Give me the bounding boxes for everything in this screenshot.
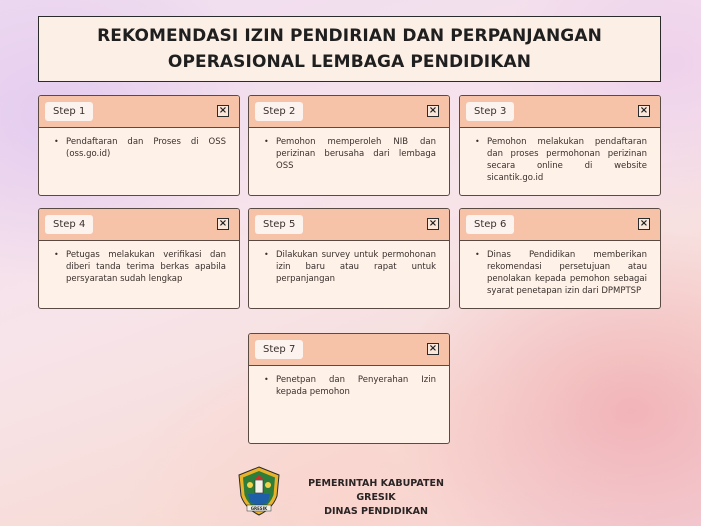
step-card-header <box>39 96 239 128</box>
title-box <box>38 16 661 82</box>
step-card-5 <box>248 208 450 309</box>
step-card-header <box>249 96 449 128</box>
step-card-4 <box>38 208 240 309</box>
step-description <box>54 249 226 285</box>
bullet-icon: • <box>54 137 59 146</box>
step-card-header <box>249 209 449 241</box>
step-description <box>54 136 226 160</box>
step-description <box>264 249 436 285</box>
close-icon[interactable]: × <box>428 218 438 229</box>
step-card-header <box>460 96 660 128</box>
bullet-icon: • <box>264 137 269 146</box>
page-title-line-1: REKOMENDASI IZIN PENDIRIAN DAN PERPANJANGAN <box>97 26 602 46</box>
step-description <box>264 136 436 172</box>
close-icon[interactable]: × <box>218 218 228 229</box>
department-name: DINAS PENDIDIKAN <box>324 506 428 517</box>
step-label: Step 3 <box>466 102 514 121</box>
step-card-3 <box>459 95 661 196</box>
close-icon[interactable]: × <box>639 105 649 116</box>
bullet-icon: • <box>475 137 480 146</box>
step-text: Penetpan dan Penyerahan Izin kepada pemohon <box>276 375 436 397</box>
step-text: Petugas melakukan verifikasi dan diberi tanda terima berkas apabila persyaratan sudah lengkap <box>66 250 226 284</box>
bullet-icon: • <box>475 250 480 259</box>
step-card-2 <box>248 95 450 196</box>
close-icon[interactable]: × <box>428 343 438 354</box>
step-label: Step 7 <box>255 340 303 359</box>
step-label: Step 2 <box>255 102 303 121</box>
close-icon[interactable]: × <box>428 105 438 116</box>
page-title-line-2: OPERASIONAL LEMBAGA PENDIDIKAN <box>167 52 532 72</box>
step-label: Step 5 <box>255 215 303 234</box>
step-label: Step 6 <box>466 215 514 234</box>
step-text: Pemohon melakukan pendaftaran dan proses permohonan perizinan secara online di website sicantik.go.id <box>487 137 647 183</box>
emblem-ribbon-text: GRESIK <box>250 505 268 511</box>
footer-text <box>288 477 464 519</box>
bullet-icon: • <box>264 375 269 384</box>
step-text: Pendaftaran dan Proses di OSS (oss.go.id) <box>66 137 226 159</box>
step-text: Dilakukan survey untuk permohonan izin baru atau rapat untuk perpanjangan <box>276 250 436 284</box>
step-card-header <box>460 209 660 241</box>
step-card-6 <box>459 208 661 309</box>
close-icon[interactable]: × <box>639 218 649 229</box>
step-label: Step 4 <box>45 215 93 234</box>
step-description <box>264 374 436 398</box>
step-text: Dinas Pendidikan memberikan rekomendasi persetujuan atau penolakan kepada pemohon sebagai syarat penetapan izin dari DPMPTSP <box>487 250 647 296</box>
bullet-icon: • <box>264 250 269 259</box>
step-card-1 <box>38 95 240 196</box>
step-card-header <box>39 209 239 241</box>
close-icon[interactable]: × <box>218 105 228 116</box>
gresik-emblem-icon <box>236 466 282 516</box>
footer <box>236 466 496 516</box>
step-description <box>475 249 647 297</box>
step-text: Pemohon memperoleh NIB dan perizinan berusaha dari lembaga OSS <box>276 137 436 171</box>
bullet-icon: • <box>54 250 59 259</box>
step-card-7 <box>248 333 450 444</box>
organization-name: PEMERINTAH KABUPATEN GRESIK <box>308 478 444 503</box>
step-card-header <box>249 334 449 366</box>
step-label: Step 1 <box>45 102 93 121</box>
step-description <box>475 136 647 184</box>
